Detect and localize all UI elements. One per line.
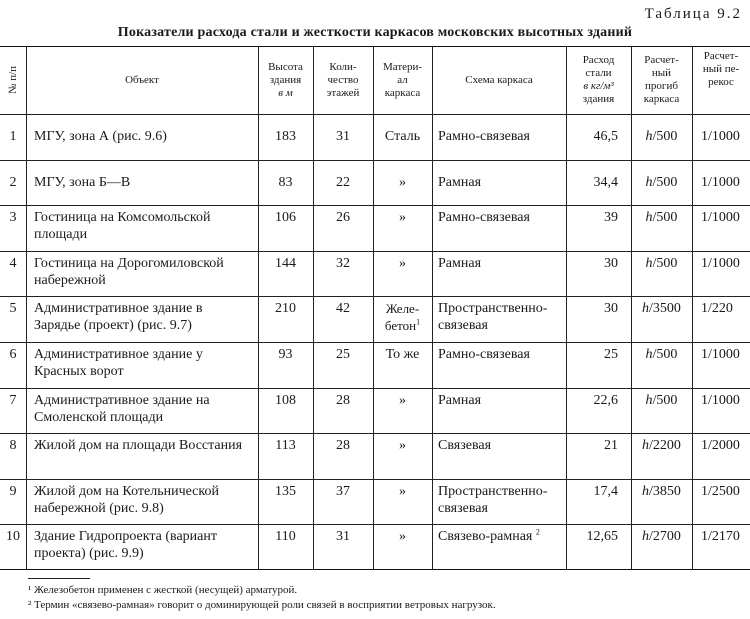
- cell-material: То же: [385, 347, 420, 362]
- cell-deflection: h /2700: [642, 529, 681, 545]
- cell-scheme: [438, 524, 564, 570]
- cell-object: Жилой дом на площади Восстания: [34, 438, 243, 454]
- cell-skew: 1/1000: [701, 129, 740, 145]
- footnote-rule: [28, 578, 90, 579]
- cell-skew: 1/2000: [701, 438, 740, 454]
- cell-num: 4: [9, 255, 17, 271]
- cell-deflection: h /500: [645, 174, 678, 190]
- cell-scheme: Рамная: [438, 174, 482, 190]
- cell-num: 5: [9, 301, 17, 317]
- header-scheme: Схема каркаса: [465, 73, 533, 86]
- cell-steel: 30: [604, 301, 618, 317]
- cell-object: Жилой дом на Котельнической набережной (рис. 9.8): [34, 483, 219, 516]
- header-material: Матери- ал каркаса: [382, 60, 423, 99]
- cell-num: 2: [9, 174, 17, 190]
- cell-object: Здание Гидропроекта (вариант проекта) (рис. 9.9): [34, 529, 217, 562]
- cell-deflection: h /500: [645, 210, 678, 226]
- cell-scheme: Связевая: [438, 438, 492, 454]
- cell-deflection: h /500: [645, 255, 678, 271]
- table-row: [0, 251, 750, 297]
- cell-material: Желе- бетон$^1$: [384, 301, 421, 334]
- table-row: [0, 479, 750, 525]
- header-object: Объект: [125, 73, 159, 86]
- table-row: [0, 388, 750, 434]
- cell-deflection: h /500: [645, 392, 678, 408]
- cell-scheme: Пространственно-связевая: [438, 301, 548, 334]
- cell-floors: 42: [336, 301, 350, 317]
- cell-steel: 34,4: [593, 174, 618, 190]
- cell-num: 6: [9, 347, 17, 362]
- cell-skew: 1/220: [701, 301, 733, 317]
- cell-height: 144: [275, 255, 296, 271]
- cell-material: »: [399, 483, 406, 499]
- cell-num: 8: [9, 438, 17, 454]
- header-floors: Коли- чество этажей: [326, 60, 360, 99]
- cell-steel: 12,65: [586, 529, 618, 545]
- scheme-text: Связево-рамная: [438, 529, 533, 545]
- cell-deflection: h /2200: [642, 438, 681, 454]
- cell-floors: 32: [336, 255, 350, 271]
- cell-steel: 17,4: [593, 483, 618, 499]
- cell-height: 108: [275, 392, 296, 408]
- cell-steel: 22,6: [593, 392, 618, 408]
- cell-floors: 31: [336, 529, 350, 545]
- cell-object: МГУ, зона Б—В: [34, 174, 131, 190]
- cell-skew: 1/1000: [701, 255, 740, 271]
- cell-skew: 1/1000: [701, 210, 740, 226]
- cell-object: Административное здание в Зарядье (проект) (рис. 9.7): [34, 301, 203, 334]
- header-deflection: Расчет- ный прогиб каркаса: [643, 54, 680, 105]
- table-row: [0, 114, 750, 160]
- cell-height: 113: [275, 438, 296, 454]
- cell-scheme: Рамная: [438, 392, 482, 408]
- cell-scheme: Рамно-связевая: [438, 129, 530, 145]
- cell-floors: 25: [336, 347, 350, 362]
- table-row: [0, 342, 750, 388]
- header-num: № п/п: [7, 65, 19, 95]
- cell-skew: 1/1000: [701, 347, 740, 362]
- cell-scheme: Рамно-связевая: [438, 210, 530, 226]
- cell-deflection: h /500: [645, 347, 678, 362]
- cell-num: 10: [6, 529, 20, 545]
- cell-material: »: [399, 255, 406, 271]
- cell-num: 7: [9, 392, 17, 408]
- cell-skew: 1/2500: [701, 483, 740, 499]
- cell-floors: 28: [336, 438, 350, 454]
- cell-scheme: Рамная: [438, 255, 482, 271]
- table-number: Таблица 9.2: [644, 6, 742, 22]
- cell-scheme: Пространственно-связевая: [438, 483, 548, 516]
- table-row: [0, 524, 750, 570]
- footnote-mark: 2: [535, 527, 540, 537]
- cell-height: 106: [275, 210, 296, 226]
- cell-steel: 21: [604, 438, 618, 454]
- footnote-mark: 1: [416, 318, 421, 328]
- table-row: [0, 205, 750, 251]
- cell-skew: 1/2170: [701, 529, 740, 545]
- cell-steel: 39: [604, 210, 618, 226]
- cell-object: МГУ, зона А (рис. 9.6): [34, 129, 167, 145]
- header-steel: Расход стали в кг/м³ здания: [582, 54, 615, 105]
- cell-floors: 22: [336, 174, 350, 190]
- cell-num: 3: [9, 210, 17, 226]
- cell-object: Гостиница на Дорогомиловской набережной: [34, 255, 224, 288]
- cell-steel: 46,5: [593, 129, 618, 145]
- table-row: [0, 160, 750, 206]
- footnote-2: ² Термин «связево-рамная» говорит о доминирующей роли связей в восприятии ветровых нагрузок.: [28, 599, 496, 611]
- table-title: Показатели расхода стали и жесткости каркасов московских высотных зданий: [117, 25, 633, 40]
- material-part: бетон: [384, 318, 417, 334]
- cell-material: »: [399, 210, 406, 226]
- cell-material: »: [399, 174, 406, 190]
- cell-floors: 31: [336, 129, 350, 145]
- cell-height: 110: [275, 529, 296, 545]
- cell-height: 210: [275, 301, 296, 317]
- cell-object: Административное здание у Красных ворот: [34, 347, 203, 379]
- cell-object: Административное здание на Смоленской площади: [34, 392, 210, 425]
- cell-deflection: h /500: [645, 129, 678, 145]
- cell-deflection: h /3500: [642, 301, 681, 317]
- data-table: [0, 46, 750, 570]
- cell-skew: 1/1000: [701, 174, 740, 190]
- cell-floors: 37: [336, 483, 350, 499]
- cell-steel: 25: [604, 347, 618, 362]
- cell-material: Сталь: [384, 129, 421, 145]
- footnote-1: ¹ Железобетон применен с жесткой (несущей) арматурой.: [28, 584, 298, 596]
- cell-num: 1: [9, 129, 17, 145]
- cell-num: 9: [9, 483, 17, 499]
- cell-floors: 28: [336, 392, 350, 408]
- table-row: [0, 433, 750, 479]
- cell-steel: 30: [604, 255, 618, 271]
- cell-material: »: [399, 392, 406, 408]
- cell-floors: 26: [336, 210, 350, 226]
- table-row: [0, 296, 750, 342]
- cell-height: 183: [275, 129, 296, 145]
- cell-height: 93: [278, 347, 293, 362]
- cell-height: 83: [278, 174, 293, 190]
- cell-skew: 1/1000: [701, 392, 740, 408]
- cell-material: »: [399, 529, 406, 545]
- cell-material: »: [399, 438, 406, 454]
- header-skew: Расчет- ный пе- рекос: [702, 50, 740, 88]
- cell-height: 135: [275, 483, 296, 499]
- cell-deflection: h /3850: [642, 483, 681, 499]
- cell-scheme: Рамно-связевая: [438, 347, 530, 362]
- header-height: Высота здания в м: [268, 60, 303, 99]
- cell-object: Гостиница на Комсомольской площади: [34, 210, 211, 243]
